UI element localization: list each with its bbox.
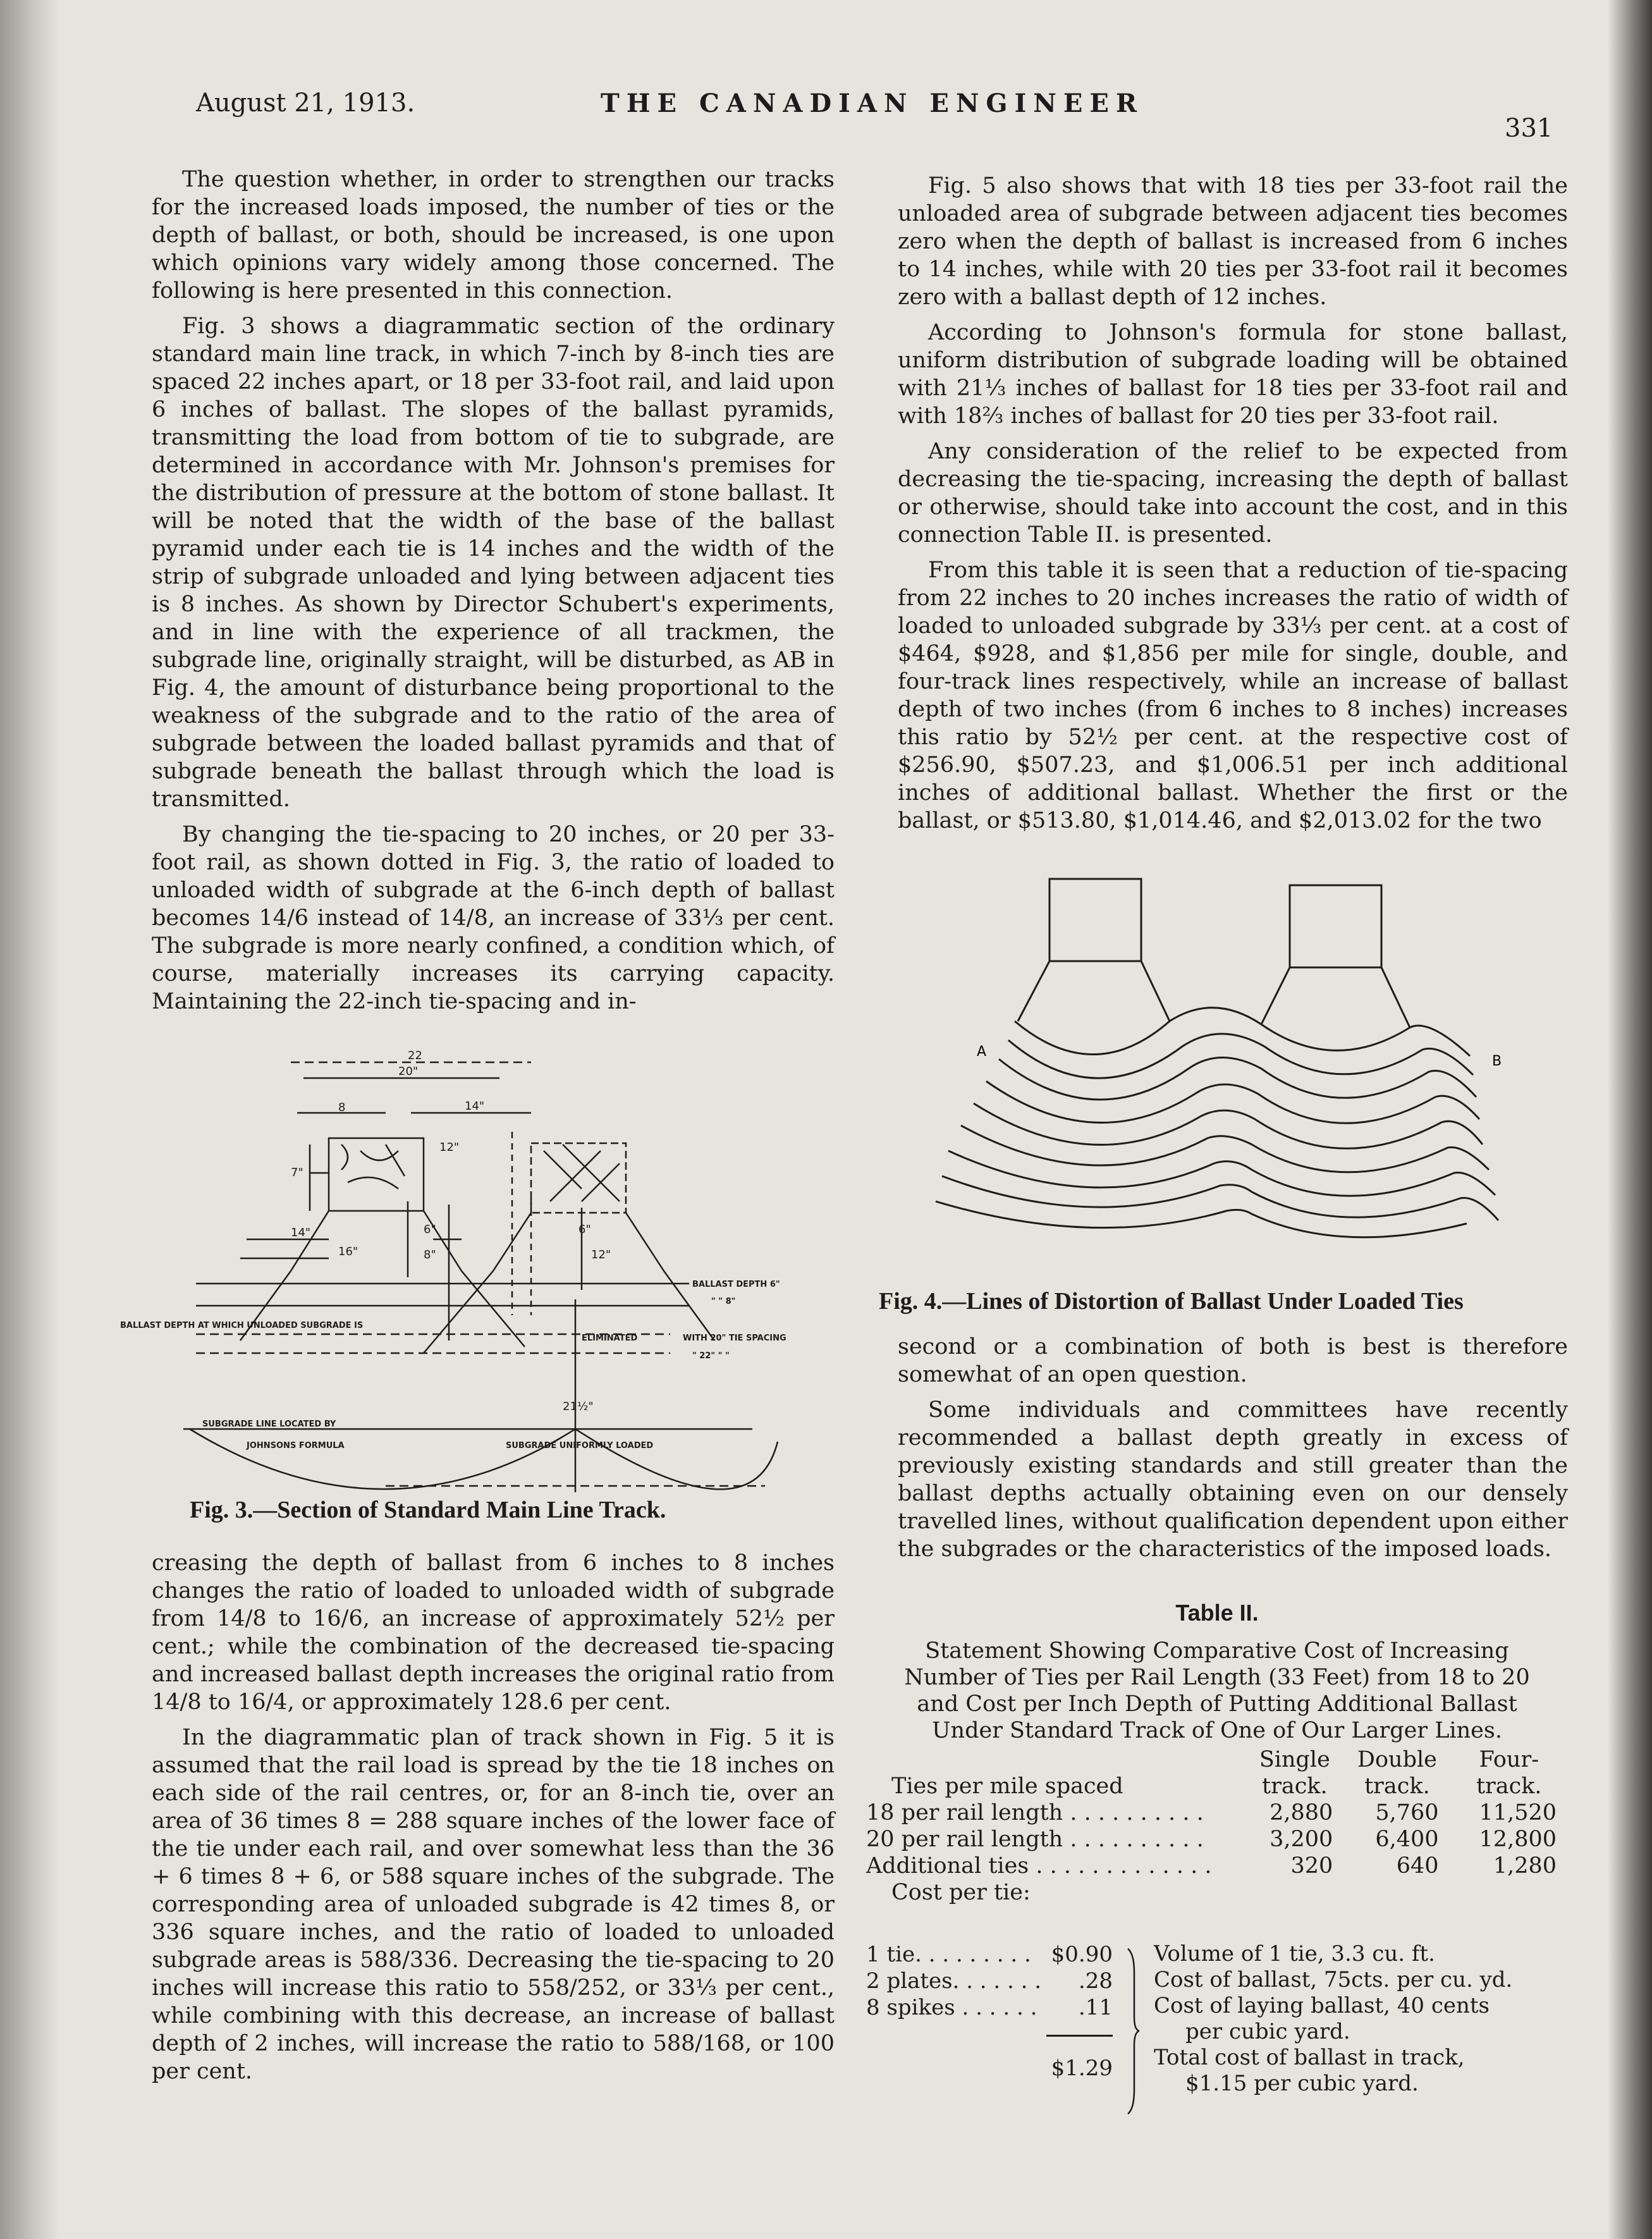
brace-icon — [1125, 1948, 1139, 2115]
dim-6b: 6" — [578, 1223, 591, 1236]
cell: 2,880 — [1270, 1800, 1333, 1825]
table-title: Table II. — [1175, 1600, 1259, 1626]
cell: 640 — [1396, 1853, 1439, 1879]
row-label: Additional ties . . . . . . . . . . . . . — [866, 1853, 1212, 1879]
figure-4-distortion-lines — [898, 866, 1568, 1277]
figure-3-caption: Fig. 3.—Section of Standard Main Line Track. — [190, 1497, 666, 1523]
figure-4-drawing — [898, 866, 1568, 1277]
dim-21: 21½" — [563, 1400, 594, 1413]
page-edge-shadow — [1608, 0, 1652, 2239]
left-column-bottom — [152, 1549, 835, 2093]
right-column-top — [898, 172, 1568, 842]
cell: 5,760 — [1375, 1800, 1439, 1825]
left-column-top — [152, 166, 835, 1023]
figure-4-caption: Fig. 4.—Lines of Distortion of Ballast Under Loaded Ties — [879, 1288, 1464, 1315]
label-b: B — [1492, 1053, 1502, 1069]
note-line: Total cost of ballast in track, — [1154, 2045, 1465, 2070]
col-header: Double — [1357, 1747, 1437, 1772]
table-row — [866, 1853, 1568, 1879]
row-label: 20 per rail length . . . . . . . . . . — [866, 1827, 1204, 1852]
paragraph: Fig. 5 also shows that with 18 ties per 33-foot rail the unloaded area of subgrade between adjacent ties becomes zero when the depth of ballast is increased from 6 inches to 14 inches, while with 20 ties per 33-foot rail it becomes zero with a ballast depth of 12 inches. — [898, 173, 1568, 310]
dim-14-mid: 14" — [291, 1226, 311, 1239]
note-line: Cost of ballast, 75cts. per cu. yd. — [1154, 1967, 1513, 1992]
paragraph: In the diagrammatic plan of track shown in Fig. 5 it is assumed that the rail load is spread by the tie 18 inches on each side of the rail centres, or, for an 8-inch tie, over an area of 36 times 8 = 288 square inches of the lower face of the tie under each rail, and over somewhat less than the 36 + 6 times 8 + 6, or 588 square inches of the subgrade. The corresponding area of unloaded subgrade is 42 times 8, or 336 square inches, and the ratio of loaded to unloaded subgrade areas is 588/336. Decreasing the tie-spacing to 20 inches will increase this ratio to 558/252, or 33⅓ per cent., while combining with this decrease, an increase of ballast depth of 2 inches, will increase the ratio to 588/168, or 100 per cent. — [152, 1725, 835, 2084]
right-column-bottom — [898, 1333, 1568, 1571]
paragraph: second or a combination of both is best is therefore somewhat of an open question. — [898, 1334, 1568, 1387]
col-header: track. — [1364, 1774, 1430, 1799]
dim-20: 20" — [398, 1065, 419, 1078]
row-header: Ties per mile spaced — [891, 1774, 1123, 1799]
dim-8b: 8" — [424, 1248, 436, 1261]
table-row — [866, 1800, 1568, 1826]
header-date: August 21, 1913. — [196, 89, 415, 118]
label-eliminated: ELIMINATED — [582, 1334, 638, 1343]
paragraph: By changing the tie-spacing to 20 inches, or 20 per 33-foot rail, as shown dotted in Fig. 3, the ratio of loaded to unloaded width of subgrade at the 6-inch depth of ballast becomes 14/6 instead of 14/8, an increase of 33⅓ per cent. The subgrade is more nearly confined, a condition which, of course, materially increases its carrying capacity. Maintaining the 22-inch tie-spacing and in- — [152, 822, 835, 1014]
col-header: track. — [1262, 1774, 1328, 1799]
dim-8: 8 — [338, 1101, 346, 1114]
journal-title: THE CANADIAN ENGINEER — [601, 89, 1144, 118]
table-row — [866, 1826, 1568, 1853]
label-with-20: WITH 20" TIE SPACING — [683, 1334, 786, 1343]
paragraph: The question whether, in order to strengthen our tracks for the increased loads imposed, the number of ties or the depth of ballast, or both, should be increased, is one upon which opinions vary widely among those concerned. The following is here presented in this connection. — [152, 167, 835, 304]
table-row — [866, 1879, 1568, 1906]
cost-item-label: 2 plates. . . . . . . — [866, 1968, 1042, 1994]
label-ballast-depth-8: " " 8" — [711, 1297, 736, 1306]
table-header-row — [866, 1773, 1568, 1800]
cost-per-tie-label: Cost per tie: — [891, 1880, 1031, 1905]
cell: 6,400 — [1375, 1827, 1439, 1852]
sum-rule — [1046, 2035, 1113, 2037]
note-line: Volume of 1 tie, 3.3 cu. ft. — [1154, 1941, 1435, 1966]
cost-item-label: 8 spikes . . . . . . — [866, 1995, 1037, 2020]
dim-16: 16" — [338, 1245, 358, 1258]
dim-12: 12" — [439, 1141, 460, 1154]
label-johnsons-formula: JOHNSONS FORMULA — [247, 1441, 345, 1451]
label-a: A — [977, 1044, 987, 1060]
figure-3-drawing — [120, 1050, 841, 1492]
dim-22: 22 — [408, 1050, 422, 1062]
label-subgrade-uniformly: SUBGRADE UNIFORMLY LOADED — [506, 1441, 654, 1451]
cell: 11,520 — [1479, 1800, 1557, 1825]
paragraph: From this table it is seen that a reduction of tie-spacing from 22 inches to 20 inches increases the ratio of width of loaded to unloaded subgrade by 33⅓ per cent. at a cost of $464, $928, and $1,856 per mile for single, double, and four-track lines respectively, while an increase of ballast depth of two inches (from 6 inches to 8 inches) increases this ratio by 52½ per cent. at the respective cost of $256.90, $507.23, and $1,006.51 per inch additional inches of additional ballast. Whether the first or the ballast, or $513.80, $1,014.46, and $2,013.02 for the two — [898, 558, 1568, 833]
page-number: 331 — [1505, 114, 1553, 143]
paragraph: Any consideration of the relief to be expected from decreasing the tie-spacing, increasing the depth of ballast or otherwise, should take into account the cost, and in this connection Table II. is presented. — [898, 439, 1568, 548]
dim-6a: 6" — [424, 1223, 436, 1236]
cell: 1,280 — [1493, 1853, 1557, 1879]
dim-12v: 12" — [591, 1248, 611, 1261]
label-ballast-depth-6: BALLAST DEPTH 6" — [692, 1280, 780, 1289]
cost-item-value: $0.90 — [1051, 1942, 1113, 1967]
label-ballast-depth-unloaded: BALLAST DEPTH AT WHICH UNLOADED SUBGRADE IS — [120, 1321, 364, 1330]
cost-table — [866, 1746, 1568, 1906]
table-subtitle: Statement Showing Comparative Cost of Increasing Number of Ties per Rail Length (33 Feet) from 18 to 20 and Cost per Inch Depth of Putting Additional Ballast Under Standard Track of One of Our Larger Lines. — [904, 1638, 1530, 1743]
note-line: Cost of laying ballast, 40 cents — [1154, 1993, 1490, 2018]
figure-3-track-section — [120, 1050, 841, 1492]
paragraph: Fig. 3 shows a diagrammatic section of the ordinary standard main line track, in which 7-inch by 8-inch ties are spaced 22 inches apart, or 18 per 33-foot rail, and laid upon 6 inches of ballast. The slopes of the ballast pyramids, transmitting the load from bottom of tie to subgrade, are determined in accordance with Mr. Johnson's premises for the distribution of pressure at the bottom of stone ballast. It will be noted that the width of the base of the ballast pyramid under each tie is 14 inches and the width of the strip of subgrade unloaded and lying between adjacent ties is 8 inches. As shown by Director Schubert's experiments, and in line with the experience of all trackmen, the subgrade line, originally straight, will be disturbed, as AB in Fig. 4, the amount of disturbance being proportional to the weakness of the subgrade and to the ratio of the area of subgrade between the loaded ballast pyramids and that of subgrade beneath the ballast through which the load is transmitted. — [152, 314, 835, 812]
book-spine-shadow — [0, 0, 60, 2239]
col-header: Single — [1259, 1747, 1330, 1772]
note-line: per cubic yard. — [1185, 2019, 1350, 2044]
table-header-row — [866, 1746, 1568, 1773]
table-2 — [866, 1600, 1568, 1906]
cell: 12,800 — [1479, 1827, 1557, 1852]
row-label: 18 per rail length . . . . . . . . . . — [866, 1800, 1204, 1825]
cost-item-label: 1 tie. . . . . . . . . — [866, 1942, 1031, 1967]
dim-7: 7" — [291, 1166, 303, 1179]
cost-item-value: .11 — [1078, 1995, 1113, 2020]
paragraph: Some individuals and committees have recently recommended a ballast depth greatly in excess of previously existing standards and still greater than the ballast depths actually obtaining even on our densely travelled lines, without qualification dependent upon either the subgrades or the characteristics of the imposed loads. — [898, 1397, 1568, 1562]
cell: 3,200 — [1270, 1827, 1333, 1852]
col-header: track. — [1476, 1774, 1542, 1799]
paragraph: creasing the depth of ballast from 6 inches to 8 inches changes the ratio of loaded to unloaded width of subgrade from 14/8 to 16/6, an increase of approximately 52½ per cent.; while the combination of the decreased tie-spacing and increased ballast depth increases the original ratio from 14/8 to 16/4, or approximately 128.6 per cent. — [152, 1550, 835, 1715]
dim-14-top: 14" — [465, 1100, 485, 1113]
cell: 320 — [1290, 1853, 1333, 1879]
paragraph: According to Johnson's formula for stone ballast, uniform distribution of subgrade loading will be obtained with 21⅓ inches of ballast for 18 ties per 33-foot rail and with 18⅔ inches of ballast for 20 ties per 33-foot rail. — [898, 320, 1568, 429]
note-line: $1.15 per cubic yard. — [1185, 2071, 1419, 2096]
label-with-22: " 22" " " — [692, 1351, 730, 1361]
col-header: Four- — [1479, 1747, 1539, 1772]
label-subgrade-line: SUBGRADE LINE LOCATED BY — [202, 1420, 336, 1429]
cost-total: $1.29 — [1051, 2056, 1113, 2081]
cost-item-value: .28 — [1078, 1968, 1113, 1994]
cost-notes — [1154, 1941, 1558, 2097]
